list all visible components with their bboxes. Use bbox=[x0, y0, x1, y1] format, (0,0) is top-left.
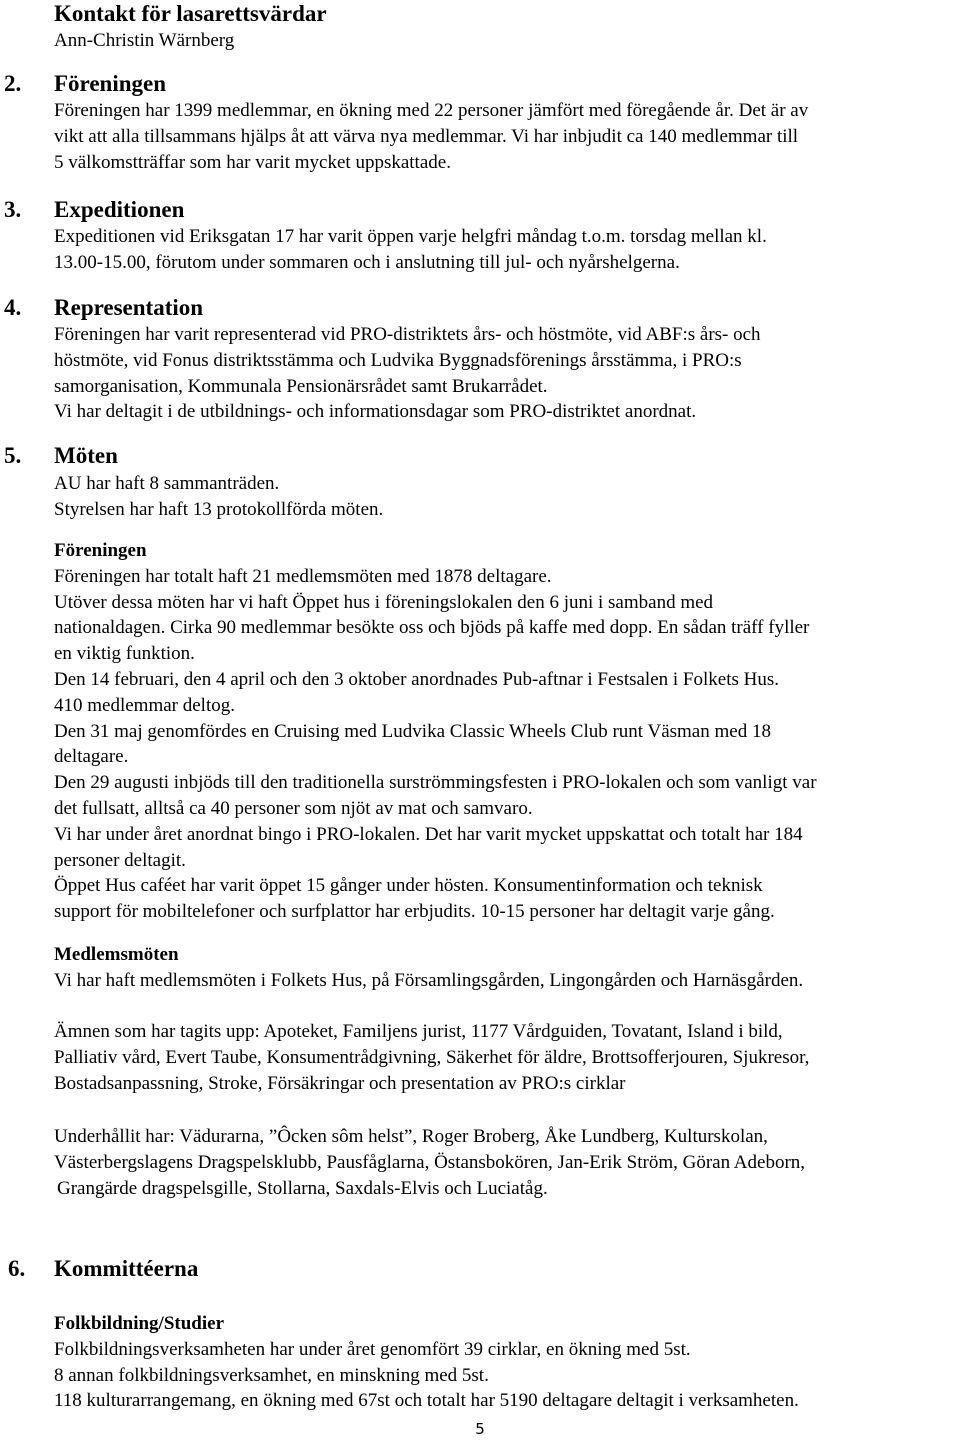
text-line: Vi har deltagit i de utbildnings- och informationsdagar som PRO-distriktet anordnat. bbox=[54, 401, 697, 423]
text-line: Vi har under året anordnat bingo i PRO-lokalen. Det har varit mycket uppskattat och totalt har 184 bbox=[54, 823, 803, 845]
section-2-body bbox=[54, 98, 956, 175]
section-title: Föreningen bbox=[54, 71, 167, 96]
text-line: Föreningen har 1399 medlemmar, en ökning med 22 personer jämfört med föregående år. Det är av bbox=[54, 100, 809, 121]
section-number: 4. bbox=[4, 295, 22, 320]
text-line: Grangärde dragspelsgille, Stollarna, Saxdals-Elvis och Luciatåg. bbox=[57, 1177, 548, 1199]
section-5-heading bbox=[4, 442, 118, 470]
section-title: Kommittéerna bbox=[54, 1256, 199, 1281]
text-line: vikt att alla tillsammans hjälps åt att värva nya medlemmar. Vi har inbjudit ca 140 medlemmar till bbox=[54, 125, 799, 147]
section-title: Representation bbox=[54, 295, 204, 320]
text-line: support för mobiltelefoner och surfplattor har erbjudits. 10-15 personer har deltagit varje gång. bbox=[54, 901, 775, 923]
text-line: deltagare. bbox=[54, 746, 129, 768]
text-line: Öppet Hus caféet har varit öppet 15 gånger under hösten. Konsumentinformation och teknisk bbox=[54, 875, 763, 897]
section-number: 6. bbox=[8, 1256, 26, 1281]
foreningen-heading: Föreningen bbox=[54, 540, 147, 561]
text-line: Palliativ vård, Evert Taube, Konsumentrådgivning, Säkerhet för äldre, Brottsofferjouren, Sjukresor, bbox=[54, 1046, 810, 1068]
section-6-heading bbox=[8, 1255, 198, 1283]
text-line: Ämnen som har tagits upp: Apoteket, Familjens jurist, 1177 Vårdguiden, Tovatant, Island i bild, bbox=[54, 1021, 783, 1042]
text-line: personer deltagit. bbox=[54, 849, 186, 871]
amnen-block bbox=[54, 1019, 956, 1096]
medlemsmoten-heading: Medlemsmöten bbox=[54, 944, 179, 965]
foreningen-block bbox=[54, 538, 956, 925]
contact-block bbox=[54, 0, 956, 54]
folkbildning-heading: Folkbildning/Studier bbox=[54, 1313, 225, 1334]
section-4-heading bbox=[4, 294, 203, 322]
section-3-body bbox=[54, 224, 956, 276]
text-line: Föreningen har varit representerad vid PRO-distriktets års- och höstmöte, vid ABF:s års- och bbox=[54, 324, 761, 345]
text-line: Folkbildningsverksamheten har under året genomfört 39 cirklar, en ökning med 5st. bbox=[54, 1338, 691, 1360]
text-line: Den 14 februari, den 4 april och den 3 oktober anordnades Pub-aftnar i Festsalen i Folkets Hus. bbox=[54, 668, 779, 690]
section-title: Expeditionen bbox=[54, 197, 185, 222]
section-number: 5. bbox=[4, 443, 22, 468]
text-line: Vi har haft medlemsmöten i Folkets Hus, på Församlingsgården, Lingongården och Harnäsgården. bbox=[54, 969, 804, 991]
text-line: Den 31 maj genomfördes en Cruising med Ludvika Classic Wheels Club runt Väsman med 18 bbox=[54, 720, 771, 742]
text-line: Västerbergslagens Dragspelsklubb, Pausfåglarna, Östansbokören, Jan-Erik Ström, Göran Adeborn, bbox=[54, 1151, 806, 1173]
text-line: en viktig funktion. bbox=[54, 643, 195, 665]
section-6-body bbox=[54, 1311, 956, 1414]
section-title: Möten bbox=[54, 443, 118, 468]
text-line: Bostadsanpassning, Stroke, Försäkringar och presentation av PRO:s cirklar bbox=[54, 1072, 626, 1094]
contact-title: Kontakt för lasarettsvärdar bbox=[54, 1, 327, 26]
contact-name: Ann-Christin Wärnberg bbox=[54, 30, 235, 51]
text-line: det fullsatt, alltså ca 40 personer som njöt av mat och samvaro. bbox=[54, 797, 533, 819]
text-line: 410 medlemmar deltog. bbox=[54, 694, 235, 716]
text-line: 13.00-15.00, förutom under sommaren och i anslutning till jul- och nyårshelgerna. bbox=[54, 251, 680, 273]
text-line: Den 29 augusti inbjöds till den traditionella surströmmingsfesten i PRO-lokalen och som vanligt var bbox=[54, 772, 817, 794]
text-line: Utöver dessa möten har vi haft Öppet hus i föreningslokalen den 6 juni i samband med bbox=[54, 591, 714, 613]
section-3-heading bbox=[4, 196, 184, 224]
section-2-heading bbox=[4, 70, 166, 98]
text-line: 118 kulturarrangemang, en ökning med 67st och totalt har 5190 deltagare deltagit i verksamheten. bbox=[54, 1390, 799, 1412]
text-line: nationaldagen. Cirka 90 medlemmar besökte oss och bjöds på kaffe med dopp. En sådan träff fyller bbox=[54, 617, 810, 639]
text-line: 8 annan folkbildningsverksamhet, en minskning med 5st. bbox=[54, 1364, 489, 1386]
text-line: höstmöte, vid Fonus distriktsstämma och Ludvika Byggnadsförenings årsstämma, i PRO:s bbox=[54, 349, 742, 371]
underhallit-block bbox=[54, 1124, 956, 1201]
text-line: Underhållit har: Vädurarna, ”Ôcken sôm helst”, Roger Broberg, Åke Lundberg, Kulturskolan, bbox=[54, 1126, 768, 1147]
text-line: 5 välkomstträffar som har varit mycket uppskattade. bbox=[54, 151, 451, 173]
section-number: 3. bbox=[4, 197, 22, 222]
text-line: samorganisation, Kommunala Pensionärsrådet samt Brukarrådet. bbox=[54, 375, 548, 397]
text-line: Styrelsen har haft 13 protokollförda möten. bbox=[54, 498, 384, 520]
text-line: Expeditionen vid Eriksgatan 17 har varit öppen varje helgfri måndag t.o.m. torsdag mellan kl. bbox=[54, 226, 767, 247]
text-line: Föreningen har totalt haft 21 medlemsmöten med 1878 deltagare. bbox=[54, 565, 552, 587]
section-5-meetings bbox=[54, 471, 956, 523]
section-4-body bbox=[54, 322, 956, 425]
text-line: AU har haft 8 sammanträden. bbox=[54, 473, 280, 494]
section-number: 2. bbox=[4, 71, 22, 96]
page-number: 5 bbox=[475, 1420, 485, 1438]
medlemsmoten-block bbox=[54, 942, 956, 994]
